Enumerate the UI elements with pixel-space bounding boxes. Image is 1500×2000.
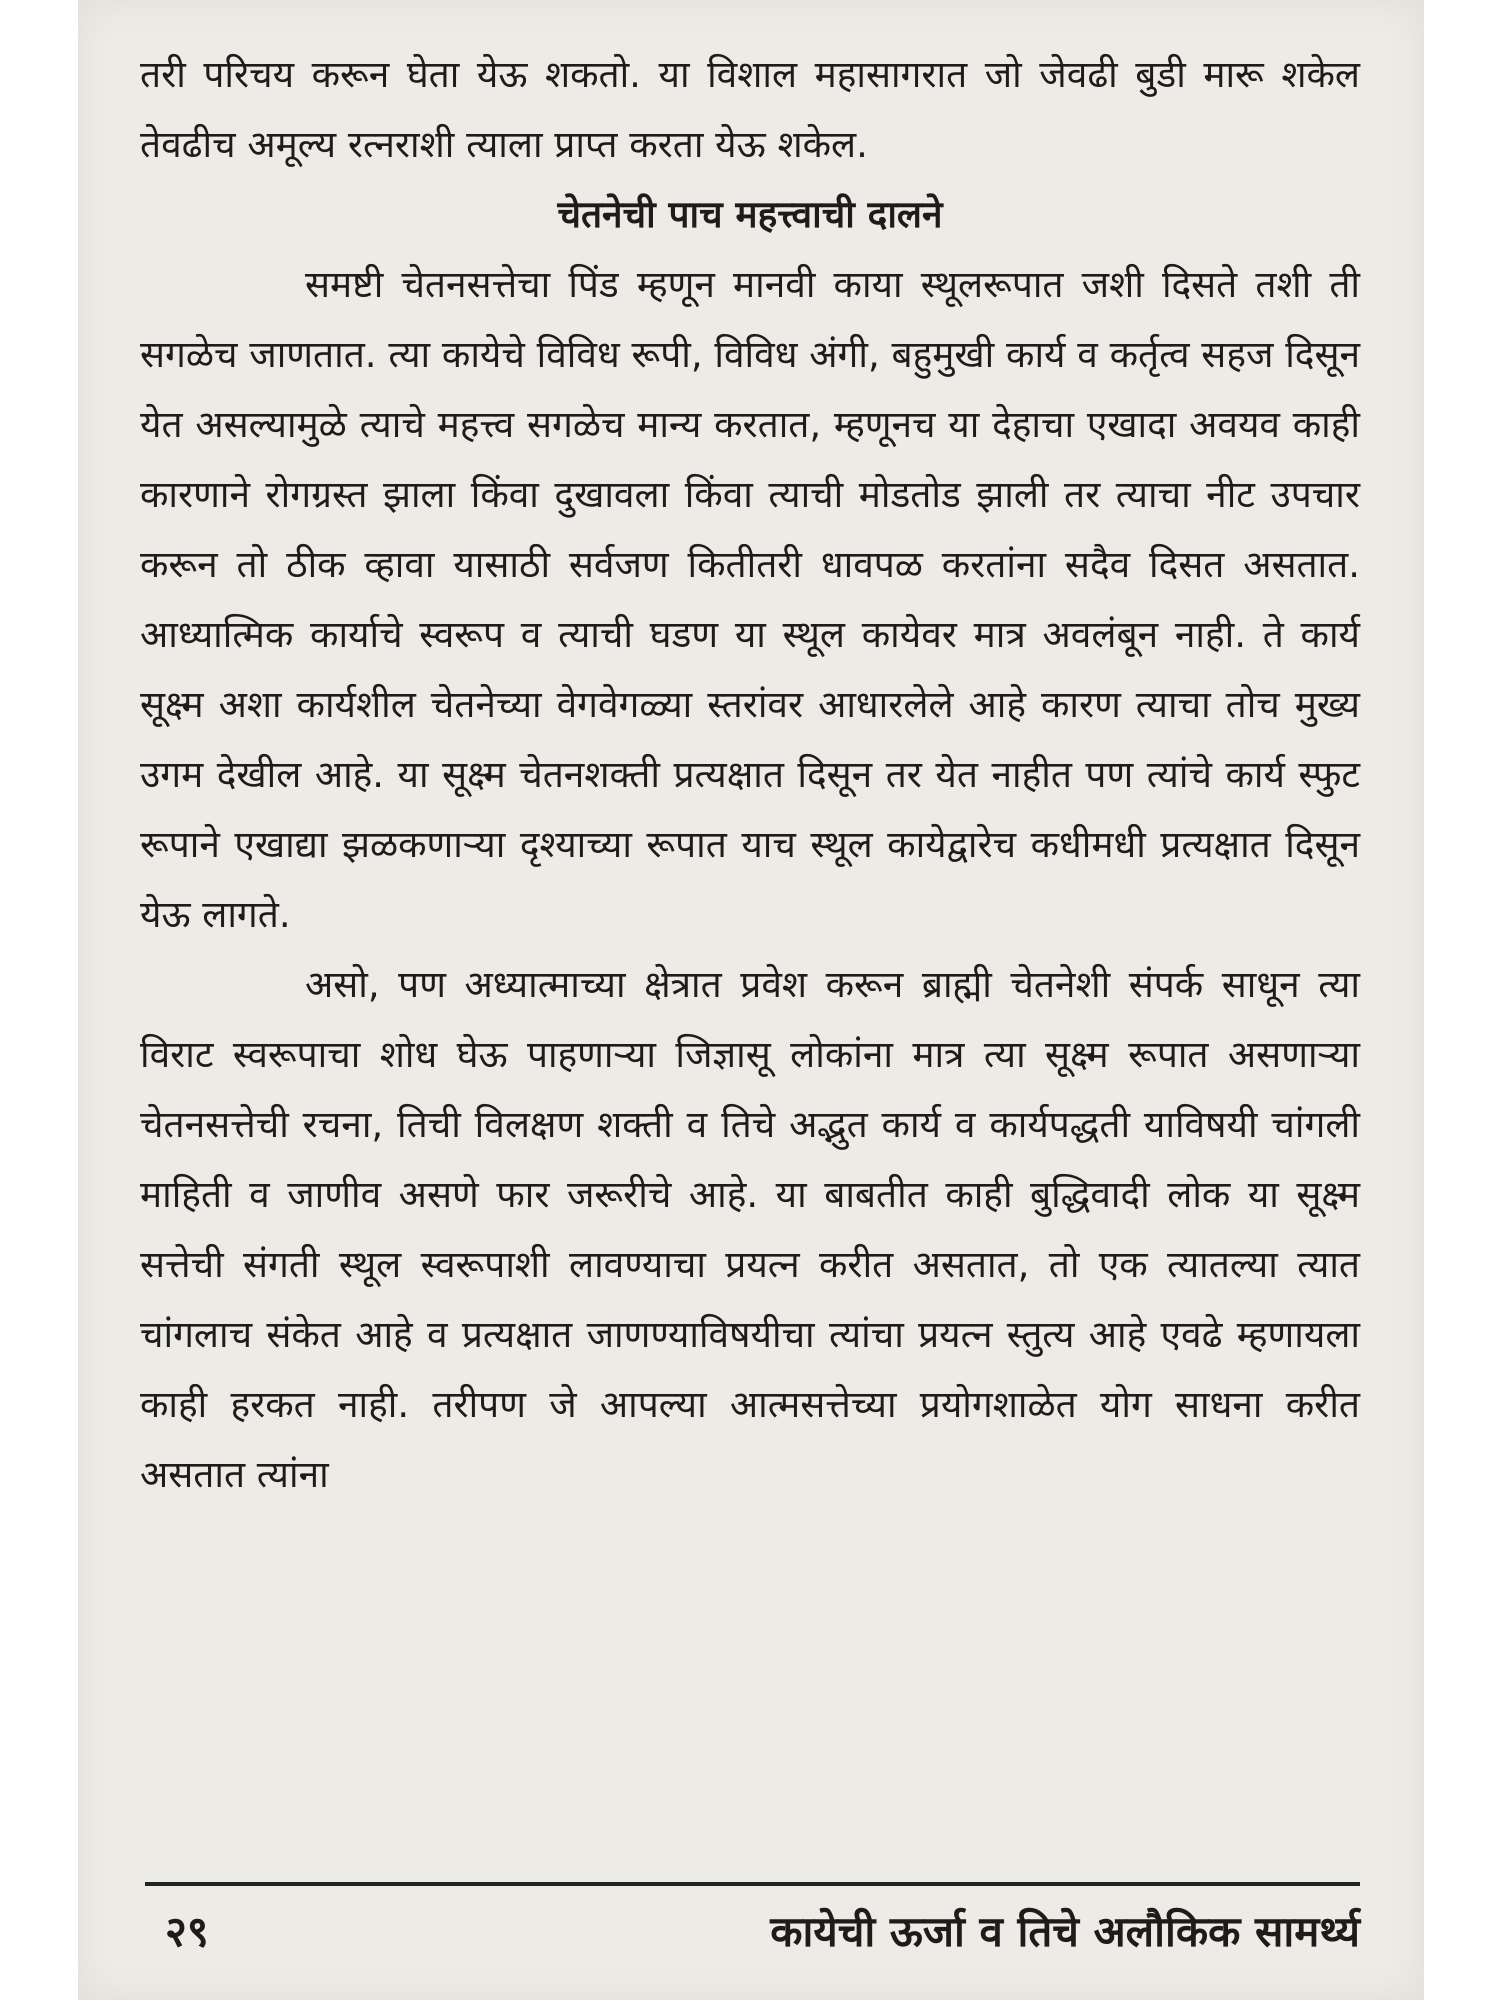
body-paragraph-2: असो, पण अध्यात्माच्या क्षेत्रात प्रवेश करून ब्राह्मी चेतनेशी संपर्क साधून त्या विराट स्वरूपाचा शोध घेऊ पाहणाऱ्या जिज्ञासू लोकांना मात्र त्या सूक्ष्म रूपात असणाऱ्या चेतनसत्तेची रचना, तिची विलक्षण शक्ती व तिचे अद्भुत कार्य व कार्यपद्धती याविषयी चांगली माहिती व जाणीव असणे फार जरूरीचे आहे. या बाबतीत काही बुद्धिवादी लोक या सूक्ष्म सत्तेची संगती स्थूल स्वरूपाशी लावण्याचा प्रयत्न करीत असतात, तो एक त्यातल्या त्यात चांगलाच संकेत आहे व प्रत्यक्षात जाणण्याविषयीचा त्यांचा प्रयत्न स्तुत्य आहे एवढे म्हणायला काही हरकत नाही. तरीपण जे आपल्या आत्मसत्तेच्या प्रयोगशाळेत योग साधना करीत असतात त्यांना [140,963,1360,1496]
page-number: २९ [165,1907,209,1956]
page-body [140,40,1360,1510]
page-footer [145,1892,1360,1972]
section-heading: चेतनेची पाच महत्त्वाची दालने [557,193,943,236]
footer-rule [145,1882,1360,1886]
continuation-paragraph: तरी परिचय करून घेता येऊ शकतो. या विशाल महासागरात जो जेवढी बुडी मारू शकेल तेवढीच अमूल्य रत्नराशी त्याला प्राप्त करता येऊ शकेल. [140,53,1360,166]
running-title: कायेची ऊर्जा व तिचे अलौकिक सामर्थ्य [770,1907,1360,1956]
body-paragraph-1: समष्टी चेतनसत्तेचा पिंड म्हणून मानवी काया स्थूलरूपात जशी दिसते तशी ती सगळेच जाणतात. त्या कायेचे विविध रूपी, विविध अंगी, बहुमुखी कार्य व कर्तृत्व सहज दिसून येत असल्यामुळे त्याचे महत्त्व सगळेच मान्य करतात, म्हणूनच या देहाचा एखादा अवयव काही कारणाने रोगग्रस्त झाला किंवा दुखावला किंवा त्याची मोडतोड झाली तर त्याचा नीट उपचार करून तो ठीक व्हावा यासाठी सर्वजण कितीतरी धावपळ करतांना सदैव दिसत असतात. आध्यात्मिक कार्याचे स्वरूप व त्याची घडण या स्थूल कायेवर मात्र अवलंबून नाही. ते कार्य सूक्ष्म अशा कार्यशील चेतनेच्या वेगवेगळ्या स्तरांवर आधारलेले आहे कारण त्याचा तोच मुख्य उगम देखील आहे. या सूक्ष्म चेतनशक्ती प्रत्यक्षात दिसून तर येत नाहीत पण त्यांचे कार्य स्फुट रूपाने एखाद्या झळकणाऱ्या दृश्याच्या रूपात याच स्थूल कायेद्वारेच कधीमधी प्रत्यक्षात दिसून येऊ लागते. [140,263,1360,936]
